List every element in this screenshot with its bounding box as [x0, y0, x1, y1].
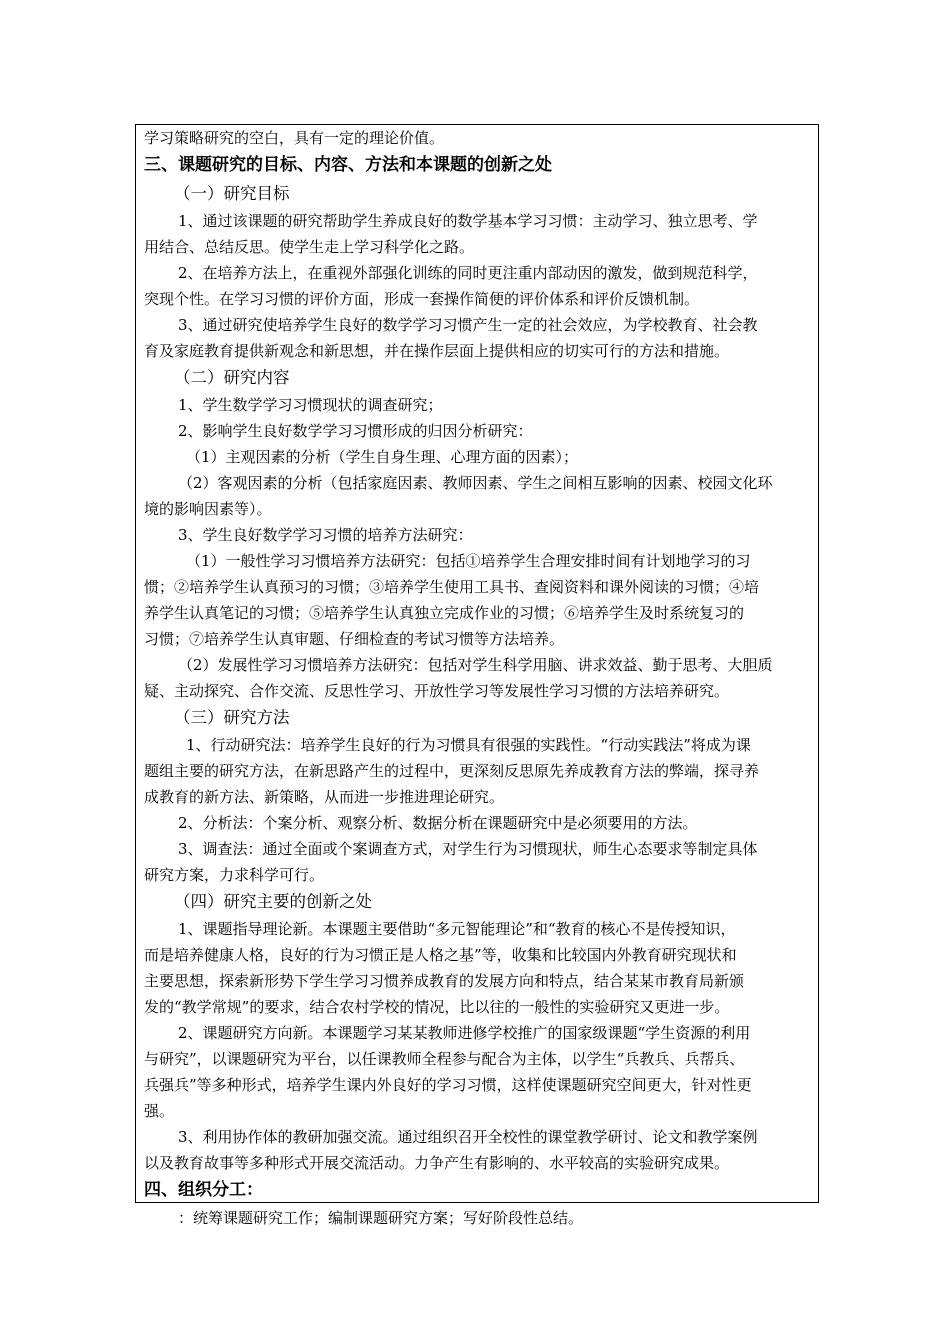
document-table-cell [135, 124, 819, 1227]
text-line: 与研究”，以课题研究为平台，以任课教师全程参与配合为主体，以学生“兵教兵、兵帮兵、 [144, 1050, 745, 1068]
text-line: （1）一般性学习习惯培养方法研究：包括①培养学生合理安排时间有计划地学习的习 [186, 552, 751, 570]
subsection-heading: （一）研究目标 [174, 184, 290, 203]
text-line: 主要思想，探索新形势下学生学习习惯养成教育的发展方向和特点，结合某某市教育局新颁 [144, 972, 745, 990]
text-line: 以及教育故事等多种形式开展交流活动。力争产生有影响的、水平较高的实验研究成果。 [144, 1154, 730, 1172]
text-line: 题组主要的研究方法，在新思路产生的过程中，更深刻反思原先养成教育方法的弊端，探寻养 [144, 762, 760, 780]
text-line: 1、课题指导理论新。本课题主要借助“多元智能理论”和“教育的核心不是传授知识， [178, 920, 736, 938]
text-line: 学习策略研究的空白，具有一定的理论价值。 [144, 129, 445, 147]
subsection-heading: （二）研究内容 [174, 368, 290, 387]
text-line: 3、利用协作体的教研加强交流。通过组织召开全校性的课堂教学研讨、论文和教学案例 [178, 1128, 758, 1146]
text-line: 3、通过研究使培养学生良好的数学学习习惯产生一定的社会效应，为学校教育、社会教 [178, 316, 758, 334]
text-line: （1）主观因素的分析（学生自身生理、心理方面的因素）； [186, 448, 579, 466]
text-line: 2、分析法：个案分析、观察分析、数据分析在课题研究中是必须要用的方法。 [178, 814, 698, 832]
text-line: 兵强兵”等多种形式，培养学生课内外良好的学习习惯，这样使课题研究空间更大，针对性更 [144, 1076, 752, 1094]
text-line: 而是培养健康人格，良好的行为习惯正是人格之基”等，收集和比较国内外教育研究现状和 [144, 946, 737, 964]
text-line: （2）客观因素的分析（包括家庭因素、教师因素、学生之间相互影响的因素、校园文化环 [178, 474, 773, 492]
text-line: ：统筹课题研究工作；编制课题研究方案；写好阶段性总结。 [178, 1209, 584, 1227]
section-heading: 四、组织分工： [144, 1180, 263, 1200]
text-line: 2、课题研究方向新。本课题学习某某教师进修学校推广的国家级课题“学生资源的利用 [178, 1024, 751, 1042]
text-line: 用结合、总结反思。使学生走上学习科学化之路。 [144, 238, 475, 256]
text-line: 1、通过该课题的研究帮助学生养成良好的数学基本学习习惯：主动学习、独立思考、学 [178, 212, 758, 230]
text-line: 育及家庭教育提供新观念和新思想，并在操作层面上提供相应的切实可行的方法和措施。 [144, 342, 730, 360]
subsection-heading: （四）研究主要的创新之处 [174, 892, 372, 911]
text-line: 习惯；⑦培养学生认真审题、仔细检查的考试习惯等方法培养。 [144, 630, 565, 648]
text-line: 2、在培养方法上，在重视外部强化训练的同时更注重内部动因的激发，做到规范科学， [178, 264, 758, 282]
text-line: （2）发展性学习习惯培养方法研究：包括对学生科学用脑、讲求效益、勤于思考、大胆质 [178, 656, 773, 674]
text-line: 成教育的新方法、新策略，从而进一步推进理论研究。 [144, 788, 505, 806]
text-line: 2、影响学生良好数学学习习惯形成的归因分析研究： [178, 422, 533, 440]
text-line: 研究方案，力求科学可行。 [144, 866, 325, 884]
text-line: 3、学生良好数学学习习惯的培养方法研究： [178, 526, 473, 544]
text-line: 境的影响因素等）。 [144, 500, 272, 518]
subsection-heading: （三）研究方法 [174, 708, 290, 727]
text-line: 发的“教学常规”的要求，结合农村学校的情况，比以往的一般性的实验研究又更进一步。 [144, 998, 730, 1016]
text-line: 强。 [144, 1102, 175, 1120]
text-line: 1、行动研究法：培养学生良好的行为习惯具有很强的实践性。“行动实践法”将成为课 [186, 736, 751, 754]
text-line: 养学生认真笔记的习惯；⑤培养学生认真独立完成作业的习惯；⑥培养学生及时系统复习的 [144, 604, 745, 622]
section-heading: 三、课题研究的目标、内容、方法和本课题的创新之处 [144, 155, 552, 175]
text-line: 疑、主动探究、合作交流、反思性学习、开放性学习等发展性学习习惯的方法培养研究。 [144, 682, 730, 700]
text-line: 惯；②培养学生认真预习的习惯；③培养学生使用工具书、查阅资料和课外阅读的习惯；④培 [144, 578, 760, 596]
text-line: 1、学生数学学习习惯现状的调查研究； [178, 396, 443, 414]
text-line: 3、调查法：通过全面或个案调查方式，对学生行为习惯现状，师生心态要求等制定具体 [178, 840, 758, 858]
text-line: 突现个性。在学习习惯的评价方面，形成一套操作简便的评价体系和评价反馈机制。 [144, 290, 700, 308]
